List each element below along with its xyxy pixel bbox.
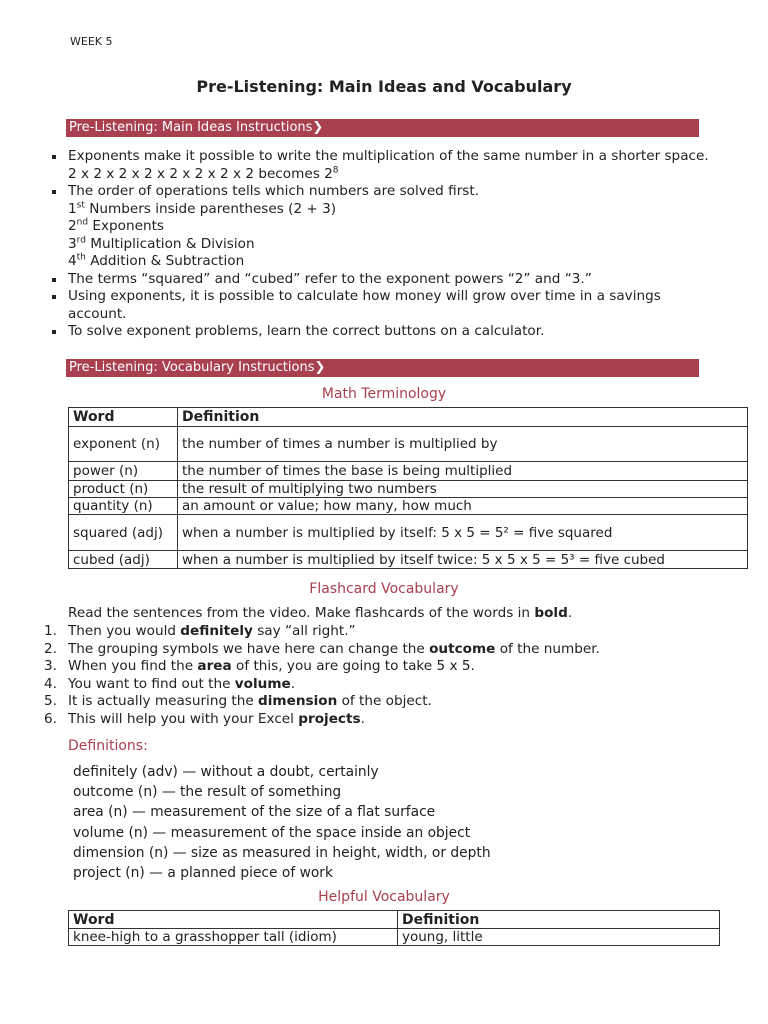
sentence-text: This will help you with your Excel [68,710,299,727]
bullet-square-icon [52,190,56,194]
column-header-definition: Definition [178,408,748,427]
bold-word: area [197,658,232,675]
ordinal-suffix: th [76,252,86,263]
sentence-text: You want to find out the [68,675,235,692]
list-item [44,641,600,659]
intro-text: Read the sentences from the video. Make flashcards of the words in [68,605,535,621]
helpful-vocabulary-table [68,910,720,946]
order-number: 3 [68,235,77,252]
item-number: 5. [44,693,57,710]
bullet-text: Using exponents, it is possible to calculate how money will grow over time in a savings account. [68,288,661,322]
list-item [44,711,600,729]
definition-cell: young, little [398,929,720,946]
definition-cell: an amount or value; how many, how much [178,498,748,515]
item-number: 1. [44,623,57,639]
item-number: 4. [44,675,57,692]
definition-item: dimension (n) — size as measured in height, width, or depth [73,844,491,861]
bold-word: outcome [429,640,496,657]
column-header-word: Word [69,911,398,929]
ordinal-suffix: rd [76,234,86,245]
item-number: 6. [44,710,57,727]
equation-text: 2 x 2 x 2 x 2 x 2 x 2 x 2 x 2 becomes 2 [68,165,333,182]
list-item [52,323,712,341]
order-number: 2 [68,218,77,234]
sentence-text: Then you would [68,623,181,639]
table-row [69,551,748,569]
table-row [69,481,748,498]
order-text: Addition & Subtraction [85,253,245,269]
definition-item: volume (n) — measurement of the space inside an object [73,824,471,841]
sentence-text: . [360,710,365,727]
sentence-text: The grouping symbols we have here can change the [68,640,430,657]
column-header-word: Word [69,408,178,427]
flashcard-vocabulary-heading: Flashcard Vocabulary [309,581,459,597]
bullet-text: To solve exponent problems, learn the correct buttons on a calculator. [68,323,545,339]
bold-word: volume [234,675,291,692]
ordinal-suffix: st [76,199,85,210]
table-row [69,515,748,551]
definition-item: definitely (adv) — without a doubt, certainly [73,764,379,780]
exponent-sup: 8 [332,164,339,175]
intro-bold: bold [534,605,568,621]
definition-item: project (n) — a planned piece of work [73,865,333,882]
definition-cell: when a number is multiplied by itself twice: 5 x 5 x 5 = 5³ = five cubed [178,551,748,569]
list-item [52,271,712,289]
word-cell: power (n) [69,462,178,481]
sentence-text: of the number. [495,640,600,657]
word-cell: squared (adj) [69,515,178,551]
order-number: 4 [68,253,77,269]
main-ideas-list [52,148,712,341]
table-row [69,462,748,481]
item-number: 2. [44,640,57,657]
order-text: Multiplication & Division [85,235,255,252]
definition-cell: when a number is multiplied by itself: 5 x 5 = 5² = five squared [178,515,748,551]
week-label: WEEK 5 [70,35,113,48]
order-text: Exponents [88,218,164,234]
flashcard-sentence-list [44,623,600,729]
bullet-text: The order of operations tells which numbers are solved first. [68,183,480,199]
sentence-text: It is actually measuring the [68,693,259,710]
flashcard-intro [68,605,572,621]
bullet-square-icon [52,295,56,299]
sentence-text: of this, you are going to take 5 x 5. [231,658,475,675]
math-terminology-table [68,407,748,569]
bold-word: projects [298,710,361,727]
page-title: Pre-Listening: Main Ideas and Vocabulary [196,77,572,96]
list-item [52,183,712,271]
word-cell: knee-high to a grasshopper tall (idiom) [69,929,398,946]
bullet-square-icon [52,155,56,159]
definition-item: outcome (n) — the result of something [73,784,342,801]
definition-cell: the number of times the base is being multiplied [178,462,748,481]
sentence-text: When you find the [68,658,198,675]
word-cell: product (n) [69,481,178,498]
helpful-vocabulary-heading: Helpful Vocabulary [318,889,450,905]
bullet-square-icon [52,278,56,282]
item-number: 3. [44,658,57,675]
table-header-row [69,911,720,929]
bullet-square-icon [52,330,56,334]
sentence-text: . [290,675,296,692]
table-row [69,427,748,462]
definitions-heading: Definitions: [68,738,148,754]
definition-cell: the result of multiplying two numbers [178,481,748,498]
table-row [69,929,720,946]
list-item [44,693,600,711]
bold-word: dimension [258,693,338,710]
ordinal-suffix: nd [76,217,89,228]
sentence-text: of the object. [337,693,432,710]
definition-cell: the number of times a number is multiplied by [178,427,748,462]
list-item [44,658,600,676]
definitions-list [73,762,491,883]
bullet-text: The terms “squared” and “cubed” refer to the exponent powers “2” and “3.” [68,270,592,287]
list-item [52,288,712,323]
table-header-row [69,408,748,427]
sentence-text: say “all right.” [252,623,356,639]
list-item [44,623,600,641]
bold-word: definitely [180,623,253,639]
list-item [44,676,600,694]
list-item [52,148,712,183]
table-row [69,498,748,515]
math-terminology-heading: Math Terminology [321,386,447,402]
word-cell: exponent (n) [69,427,178,462]
intro-text: . [567,605,573,621]
column-header-definition: Definition [398,911,720,929]
word-cell: quantity (n) [69,498,178,515]
order-number: 1 [68,200,77,217]
order-text: Numbers inside parentheses (2 + 3) [84,200,337,217]
main-ideas-instructions-bar[interactable]: Pre-Listening: Main Ideas Instructions❯ [66,119,699,137]
definition-item: area (n) — measurement of the size of a flat surface [73,804,436,821]
bullet-text: Exponents make it possible to write the multiplication of the same number in a shorter space. [68,148,709,164]
vocabulary-instructions-bar[interactable]: Pre-Listening: Vocabulary Instructions❯ [66,359,699,377]
word-cell: cubed (adj) [69,551,178,569]
